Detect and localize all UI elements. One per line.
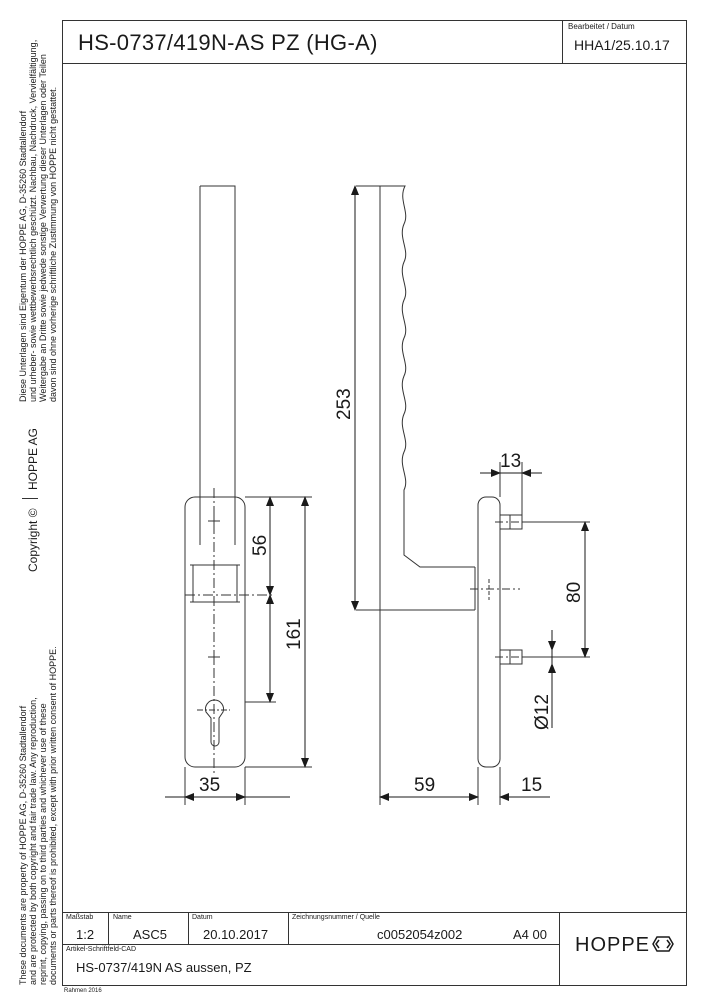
drawing-number-label: Zeichnungsnummer / Quelle bbox=[292, 914, 380, 921]
front-view bbox=[185, 186, 312, 805]
dim-text-80: 80 bbox=[564, 581, 585, 603]
dim-text-59: 59 bbox=[414, 775, 436, 796]
legal-de-line: davon sind ohne vorherige schriftliche Zustimmung von HOPPE nicht gestattet. bbox=[48, 86, 58, 402]
tb-sep-1 bbox=[108, 912, 109, 944]
spindle-block-sides bbox=[193, 565, 237, 602]
name-label: Name bbox=[113, 914, 132, 921]
scale-label: Maßstab bbox=[66, 914, 94, 921]
backplate-outline bbox=[185, 497, 245, 767]
dim-text-35: 35 bbox=[199, 775, 221, 796]
legal-en-line: documents or parts thereof is prohibited, except with prior written consent of HOPPE. bbox=[48, 646, 58, 985]
edited-label: Bearbeitet / Datum bbox=[568, 22, 635, 31]
article-label: Artikel-Schriftfeld-CAD bbox=[66, 946, 137, 953]
drawing-title: HS-0737/419N-AS PZ (HG-A) bbox=[78, 30, 378, 55]
tb-sep-3 bbox=[288, 912, 289, 944]
lever-side-back bbox=[380, 186, 475, 610]
dim-text-161: 161 bbox=[284, 618, 305, 650]
dim-text-12: Ø12 bbox=[532, 694, 553, 730]
edited-value: HHA1/25.10.17 bbox=[574, 37, 670, 53]
legal-en-line: and are protected by both copyright and fair trade law. Any reproduction, bbox=[28, 697, 38, 985]
copyright-label: Copyright © bbox=[26, 508, 40, 572]
legal-de-line: Diese Unterlagen sind Eigentum der HOPPE AG, D-35260 Stadtallendorf bbox=[18, 110, 28, 402]
dim-text-253: 253 bbox=[334, 388, 355, 420]
company-name: HOPPE AG bbox=[26, 427, 40, 490]
lever-front-outline bbox=[200, 186, 235, 545]
date-label: Datum bbox=[192, 914, 213, 921]
scale-value: 1:2 bbox=[76, 927, 95, 942]
dim-text-15: 15 bbox=[521, 775, 543, 796]
title-block-top bbox=[62, 912, 687, 913]
dim-text-56: 56 bbox=[250, 534, 271, 556]
legal-en-line: These documents are property of HOPPE AG, D-35260 Stadtallendorf bbox=[18, 705, 28, 985]
hoppe-logo-icon bbox=[652, 936, 674, 952]
legal-en-line: reprint, copying, passing on to third parties and whichever use of these bbox=[38, 703, 48, 985]
logo-text: HOPPE bbox=[575, 934, 651, 956]
title-block-mid bbox=[62, 944, 559, 945]
dim-text-13: 13 bbox=[500, 451, 522, 472]
article-value: HS-0737/419N AS aussen, PZ bbox=[76, 960, 252, 975]
side-view bbox=[356, 186, 590, 805]
hoppe-logo bbox=[575, 934, 674, 957]
tb-sep-logo bbox=[559, 912, 560, 986]
lever-side-grip bbox=[380, 186, 475, 567]
drawing-number-value: c0052054z002 bbox=[377, 927, 463, 942]
frame-version: Rahmen 2016 bbox=[64, 988, 102, 994]
tb-sep-2 bbox=[188, 912, 189, 944]
format-value: A4 00 bbox=[513, 927, 547, 942]
legal-de-line: Weitergabe an Dritte sowie jedwede sonstige Verwertung dieser Unterlagen oder Teilen bbox=[38, 54, 48, 402]
backplate-side bbox=[478, 497, 500, 767]
spindle-block-lines bbox=[190, 565, 240, 602]
date-value: 20.10.2017 bbox=[203, 927, 269, 942]
legal-de-line: und urheber- sowie wettbewerbsrechtlich geschützt. Nachbau, Nachdruck, Vervielfältigung, bbox=[28, 39, 38, 402]
name-value: ASC5 bbox=[133, 927, 167, 942]
